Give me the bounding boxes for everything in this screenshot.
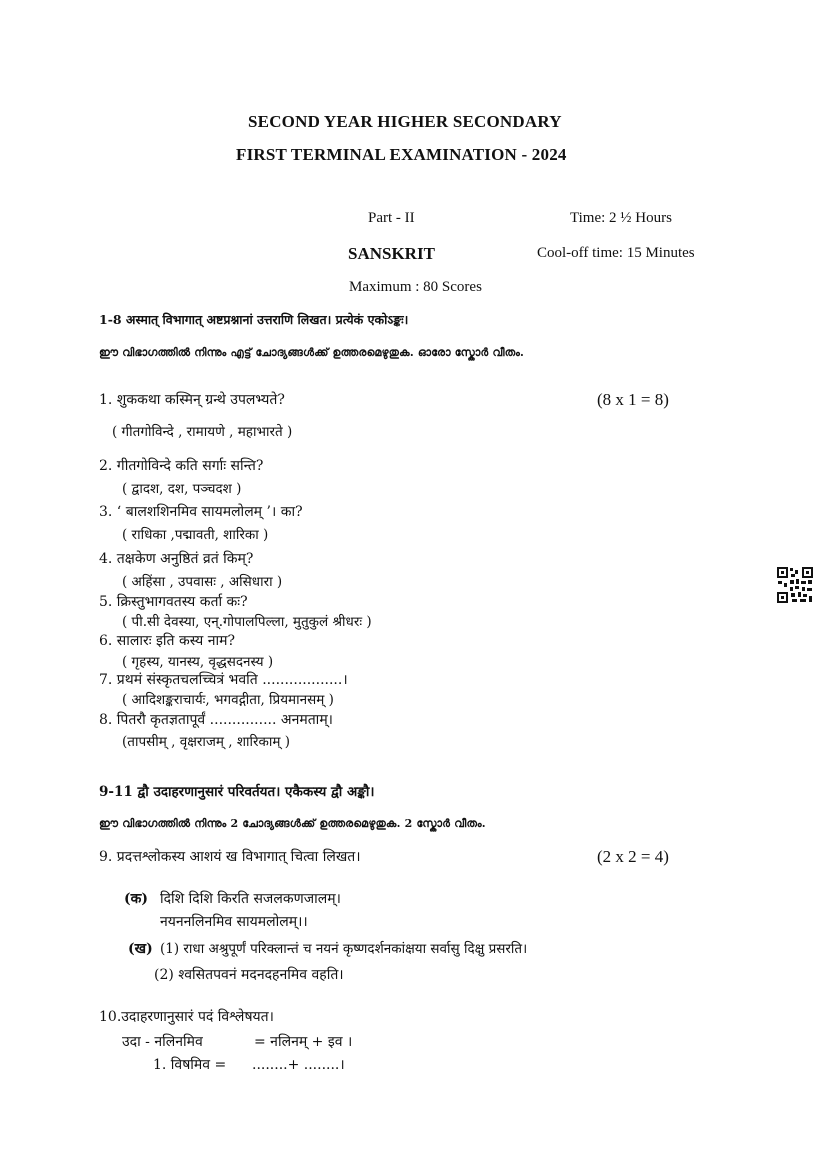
question-6: 6. सालारः इति कस्य नाम?: [99, 633, 235, 649]
question-3: 3. ‘ बालशशिनमिव सायमलोलम् ’। का?: [99, 504, 303, 520]
question-2-options: ( द्वादश, दश, पञ्चदश ): [122, 481, 242, 497]
item-1-label: 1. विषमिव =: [153, 1057, 227, 1073]
question-4: 4. तक्षकेण अनुष्ठितं व्रतं किम्?: [99, 551, 254, 567]
part-ka-line1: दिशि दिशि किरति सजलकणजालम्।: [160, 891, 341, 907]
part-kha-label: (ख): [128, 941, 153, 957]
question-2: 2. गीतगोविन्दे कति सर्गाः सन्ति?: [99, 458, 264, 474]
exam-title-line1: SECOND YEAR HIGHER SECONDARY: [248, 112, 562, 131]
part-ka-label: (क): [124, 891, 148, 907]
question-8-options: (तापसीम् , वृक्षराजम् , शारिकाम् ): [122, 734, 291, 750]
question-6-options: ( गृहस्य, यानस्य, वृद्धसदनस्य ): [122, 654, 274, 670]
section1-instruction-malayalam: ഈ വിഭാഗത്തിൽ നിന്നും എട്ട് ചോദ്യങ്ങൾക്ക് ഉത്തരമെഴുതുക. ഓരോ സ്കോർ വീതം.: [99, 346, 525, 359]
question-5-options: ( पी.सी देवस्या, एन्.गोपालपिल्ला, मुतुकुलं श्रीधरः ): [122, 614, 372, 630]
question-1: 1. शुककथा कस्मिन् ग्रन्थे उपलभ्यते?: [99, 392, 285, 408]
question-8: 8. पितरौ कृतज्ञतापूर्वं ............... अनमताम्।: [99, 712, 333, 728]
section2-instruction: 9-11 द्वौ उदाहरणानुसारं परिवर्तयत। एकैकस्य द्वौ अङ्कौ।: [99, 784, 375, 800]
exam-title-line2: FIRST TERMINAL EXAMINATION - 2024: [236, 145, 567, 164]
time-label: Time: 2 ½ Hours: [570, 210, 672, 226]
question-5: 5. क्रिस्तुभागवतस्य कर्ता कः?: [99, 594, 248, 610]
section1-instruction: 1-8 अस्मात् विभागात् अष्टप्रश्नानां उत्तराणि लिखत। प्रत्येकं एकोऽङ्कः।: [99, 312, 409, 327]
question-10: 10.उदाहरणानुसारं पदं विश्लेषयत।: [99, 1009, 274, 1025]
subject-label: SANSKRIT: [348, 244, 435, 263]
part-kha-option1: (1) राधा अश्रुपूर्णं परिक्लान्तं च नयनं कृष्णदर्शनकांक्षया सर्वासु दिक्षु प्रसरति।: [160, 941, 528, 957]
max-score-label: Maximum : 80 Scores: [349, 279, 482, 295]
question-3-options: ( राधिका ,पद्मावती, शारिका ): [122, 527, 269, 543]
question-9: 9. प्रदत्तश्लोकस्य आशयं ख विभागात् चित्वा लिखत।: [99, 849, 361, 865]
question-1-options: ( गीतगोविन्दे , रामायणे , महाभारते ): [112, 424, 293, 440]
section2-marks: (2 x 2 = 4): [597, 847, 669, 866]
cooloff-label: Cool-off time: 15 Minutes: [537, 245, 695, 261]
section2-instruction-malayalam: ഈ വിഭാഗത്തിൽ നിന്നും 2 ചോദ്യങ്ങൾക്ക് ഉത്തരമെഴുതുക. 2 സ്കോർ വീതം.: [99, 817, 486, 830]
question-7-options: ( आदिशङ्कराचार्यः, भगवद्गीता, प्रियमानसम् ): [122, 692, 334, 708]
part-kha-option2: (2) श्वसितपवनं मदनदहनमिव वहति।: [154, 967, 344, 983]
example-label: उदा - नलिनमिव: [122, 1034, 203, 1050]
item-1-blank: ........+ ........।: [252, 1057, 345, 1073]
qr-code-icon: [776, 566, 814, 604]
question-4-options: ( अहिंसा , उपवासः , असिधारा ): [122, 574, 283, 590]
section1-marks: (8 x 1 = 8): [597, 390, 669, 409]
part-label: Part - II: [368, 210, 415, 226]
example-value: = नलिनम् + इव ।: [254, 1034, 353, 1050]
part-ka-line2: नयननलिनमिव सायमलोलम्।।: [160, 914, 308, 930]
question-7: 7. प्रथमं संस्कृतचलच्चित्रं भवति ..................।: [99, 672, 348, 688]
